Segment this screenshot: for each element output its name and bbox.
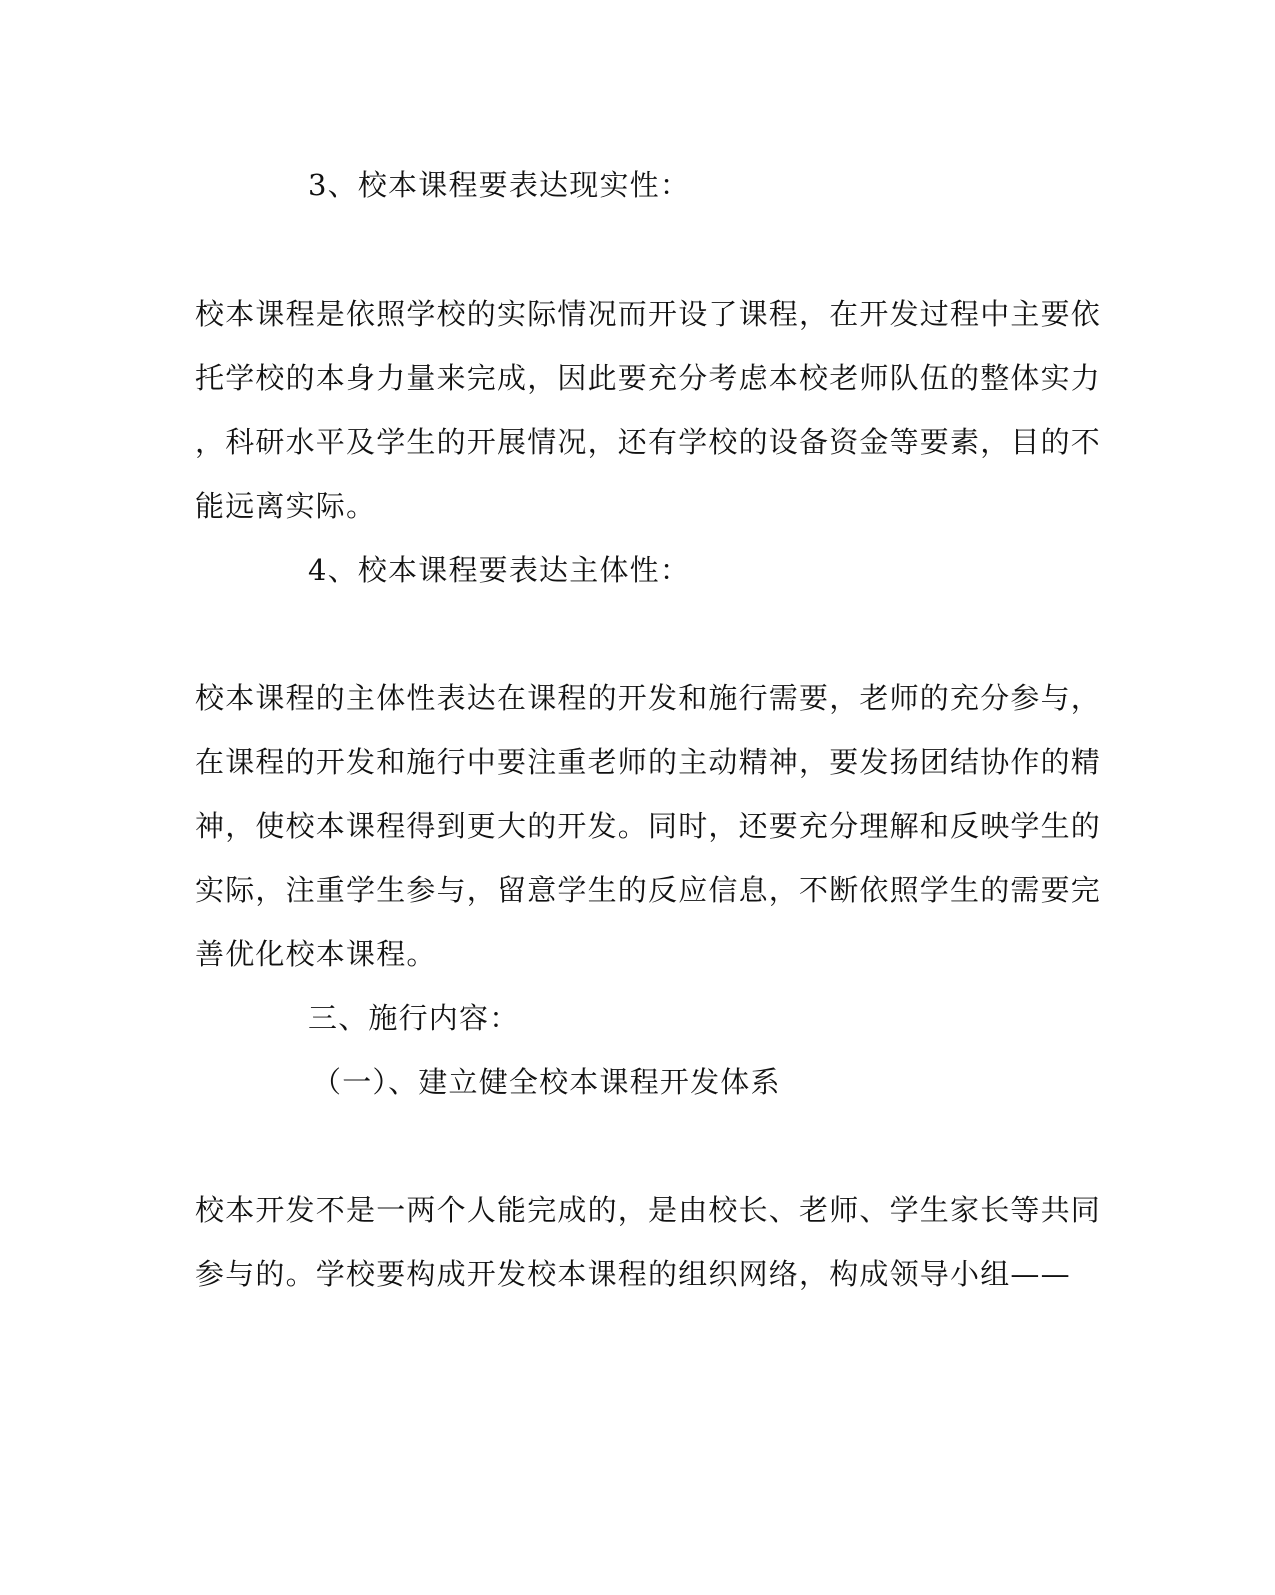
subsection-heading: （一）、建立健全校本课程开发体系 <box>312 1065 781 1099</box>
paragraph-line: 实际，注重学生参与，留意学生的反应信息，不断依照学生的需要完 <box>195 873 1102 907</box>
paragraph-line: ，科研水平及学生的开展情况，还有学校的设备资金等要素，目的不 <box>195 425 1102 459</box>
paragraph-line: 参与的。学校要构成开发校本课程的组织网络，构成领导小组—— <box>195 1257 1071 1291</box>
paragraph-line: 校本课程的主体性表达在课程的开发和施行需要，老师的充分参与， <box>195 681 1102 715</box>
paragraph-line: 校本开发不是一两个人能完成的，是由校长、老师、学生家长等共同 <box>195 1193 1102 1227</box>
paragraph-line: 能远离实际。 <box>195 489 377 523</box>
paragraph-line: 托学校的本身力量来完成，因此要充分考虑本校老师队伍的整体实力 <box>195 361 1102 395</box>
paragraph-line: 善优化校本课程。 <box>195 937 437 971</box>
heading-reality: 3、校本课程要表达现实性： <box>308 168 691 202</box>
paragraph-line: 校本课程是依照学校的实际情况而开设了课程，在开发过程中主要依 <box>195 297 1102 331</box>
paragraph-line: 在课程的开发和施行中要注重老师的主动精神，要发扬团结协作的精 <box>195 745 1102 779</box>
paragraph-line: 神，使校本课程得到更大的开发。同时，还要充分理解和反映学生的 <box>195 809 1102 843</box>
heading-subject: 4、校本课程要表达主体性： <box>308 553 691 587</box>
section-heading: 三、施行内容： <box>308 1001 520 1035</box>
